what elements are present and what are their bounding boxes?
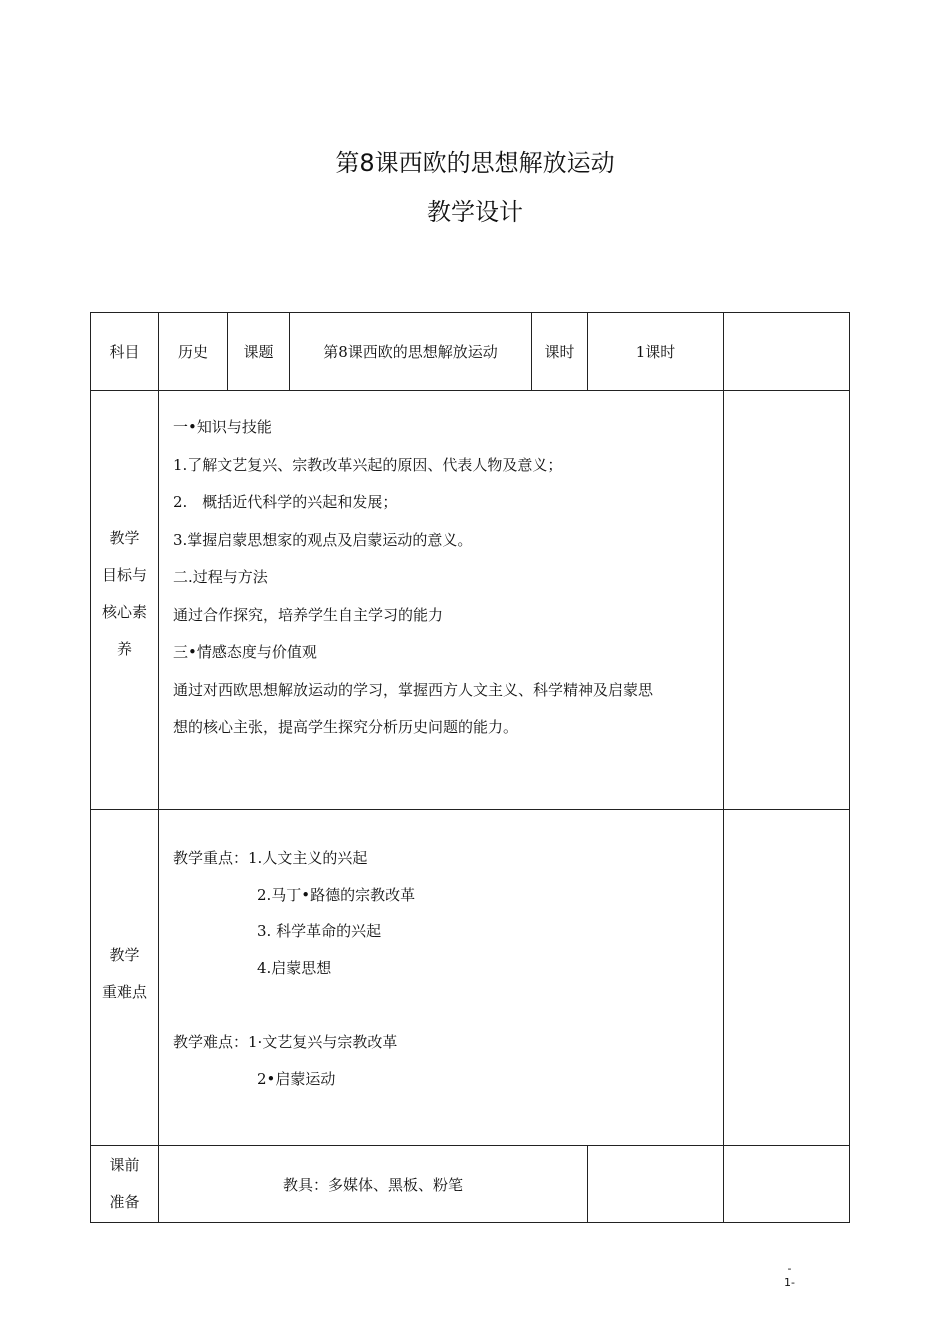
goals-line: 1.了解文艺复兴、宗教改革兴起的原因、代表人物及意义； <box>173 455 563 474</box>
topic-label: 课题 <box>228 313 290 391</box>
keypoints-label <box>91 810 159 1146</box>
page-subtitle: 教学设计 <box>427 198 523 226</box>
table-row-prep <box>91 1146 850 1223</box>
focus-item: 3. 科学革命的兴起 <box>257 922 382 940</box>
page-number-value: 1- <box>784 1276 795 1289</box>
goals-line: 想的核心主张，提高学生探究分析历史问题的能力。 <box>173 718 519 736</box>
subject-value: 历史 <box>159 313 228 391</box>
prep-label-line: 准备 <box>109 1193 140 1211</box>
goals-line: 通过合作探究，培养学生自主学习的能力 <box>173 605 444 624</box>
keypoints-content <box>159 810 724 1146</box>
hours-label: 课时 <box>532 313 588 391</box>
focus-label: 教学重点： <box>173 849 249 867</box>
difficulty-label: 教学难点： <box>173 1033 249 1051</box>
difficulty-item: 2•启蒙运动 <box>257 1069 336 1088</box>
goals-label-line: 目标与 <box>101 566 147 584</box>
goals-line: 2. 概括近代科学的兴起和发展； <box>173 493 398 511</box>
topic-value: 第8课西欧的思想解放运动 <box>290 313 532 391</box>
goals-line: 通过对西欧思想解放运动的学习，掌握西方人文主义、科学精神及启蒙思 <box>173 680 654 699</box>
difficulty-item: 1·文艺复兴与宗教改革 <box>248 1033 398 1051</box>
goals-label-line: 教学 <box>109 529 140 547</box>
goals-line: 三•情感态度与价值观 <box>173 643 317 661</box>
table-row-header <box>91 313 850 391</box>
page-number <box>784 1262 795 1290</box>
table-row-keypoints <box>91 810 850 1146</box>
goals-label-line: 核心素 <box>101 603 147 621</box>
keypoints-label-line: 教学 <box>109 945 140 964</box>
goals-line: 二.过程与方法 <box>173 568 268 586</box>
empty-cell <box>724 313 850 391</box>
goals-label-line: 养 <box>116 640 132 658</box>
focus-item: 1.人文主义的兴起 <box>248 849 368 867</box>
empty-cell <box>588 1146 724 1223</box>
table-row-goals <box>91 391 850 810</box>
focus-item: 2.马丁•路德的宗教改革 <box>257 885 416 904</box>
goals-label <box>91 391 159 810</box>
hours-value: 1课时 <box>588 313 724 391</box>
empty-cell <box>724 810 850 1146</box>
lesson-plan-table <box>90 312 850 1223</box>
subject-label: 科目 <box>91 313 159 391</box>
goals-line: 一•知识与技能 <box>173 418 272 436</box>
prep-label-line: 课前 <box>109 1156 140 1174</box>
keypoints-label-line: 重难点 <box>101 982 147 1001</box>
page-number-dash: - <box>787 1262 792 1275</box>
empty-cell <box>724 1146 850 1223</box>
goals-line: 3.掌握启蒙思想家的观点及启蒙运动的意义。 <box>173 530 473 549</box>
empty-cell <box>724 391 850 810</box>
goals-content <box>159 391 724 810</box>
page-title: 第8课西欧的思想解放运动 <box>335 149 615 177</box>
focus-item: 4.启蒙思想 <box>257 958 332 977</box>
prep-value: 教具：多媒体、黑板、粉笔 <box>159 1146 588 1223</box>
prep-label <box>91 1146 159 1223</box>
